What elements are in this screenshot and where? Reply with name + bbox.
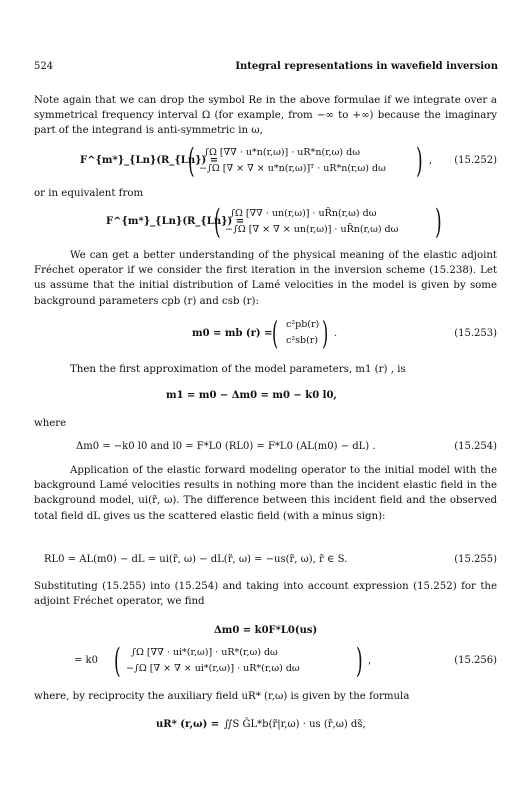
right-paren: ) <box>416 141 423 181</box>
matrix-row-1: c²pb(r) <box>286 319 320 330</box>
page-number: 524 <box>34 61 54 72</box>
period: . <box>334 328 338 339</box>
matrix-row-2: −∫Ω [∇ × ∇ × ui*(r,ω)] · uR*(r,ω) dω <box>126 663 300 674</box>
comma: , <box>429 155 433 166</box>
paragraph-3: Then the first approximation of the model parameters, m1 (r) , is <box>70 364 406 375</box>
or-text: or in equivalent from <box>34 188 144 199</box>
matrix-row-2: −∫Ω [∇ × ∇ × un(r,ω)] · uR̄n(r,ω) dω <box>225 224 399 235</box>
paragraph-4: Application of the elastic forward modeling operator to the initial model with the background Lamé velocities results in nothing more than the incident elastic field in the background model, ui(r̃, ω). The difference between this incident field and the observed total field dL gives us the scattered elastic field (with a minus sign): <box>34 465 497 522</box>
equation-rhs: ∬S ĜL*b(r̃|r,ω) · us (r̃,ω) ds̃, <box>224 719 366 730</box>
equation-lhs: m0 = mb (r) = <box>192 328 273 339</box>
equation-last <box>34 713 497 743</box>
left-paren: ( <box>188 141 195 181</box>
equation-lhs: F^{m*}_{Ln}(R_{Ln}) = <box>106 216 245 227</box>
equation-text: Δm0 = −k0 l0 and l0 = F*L0 (RL0) = F*L0 (AL(m0) − dL) . <box>76 441 376 452</box>
right-paren: ) <box>435 202 442 242</box>
comma: , <box>368 655 372 666</box>
matrix-row-1: ∫Ω [∇∇ · ui*(r,ω)] · uR*(r,ω) dω <box>131 647 278 658</box>
matrix-row-1: ∫Ω [∇∇ · u*n(r,ω)] · uR*n(r,ω) dω <box>204 147 360 158</box>
equation-equivalent <box>34 204 497 244</box>
page-header <box>34 61 498 73</box>
left-paren: ( <box>214 202 221 242</box>
equation-lhs: uR* (r,ω) = <box>156 719 220 730</box>
right-paren: ) <box>356 641 363 681</box>
matrix-row-2: −∫Ω [∇ × ∇ × u*n(r,ω)]ᵀ · uR*n(r,ω) dω <box>199 163 386 174</box>
where-text: where <box>34 418 67 429</box>
equation-number: (15.252) <box>454 155 497 166</box>
left-paren: ( <box>114 641 121 681</box>
matrix-row-1: ∫Ω [∇∇ · un(r,ω)] · uR̄n(r,ω) dω <box>230 208 377 219</box>
matrix-row-2: c²sb(r) <box>286 335 319 346</box>
equation-number: (15.253) <box>454 328 497 339</box>
paragraph-6: where, by reciprocity the auxiliary field uR* (r,ω) is given by the formula <box>34 691 410 702</box>
equation-text: Δm0 = k0F*L0(us) <box>214 625 318 636</box>
equation-number: (15.254) <box>454 441 497 452</box>
paragraph-5: Substituting (15.255) into (15.254) and taking into account expression (15.252) for the adjoint Fréchet operator, we find <box>34 581 497 608</box>
equation-text: RL0 = AL(m0) − dL = ui(r̃, ω) − dL(r̃, ω) = −us(r̃, ω), r̃ ∈ S. <box>44 554 348 565</box>
equation-number: (15.255) <box>454 554 497 565</box>
equation-15-252 <box>34 143 497 183</box>
paragraph-1: Note again that we can drop the symbol Re in the above formulae if we integrate over a symmetrical frequency interval Ω (for example, from −∞ to +∞) because the imaginary part of the integrand is anti-symmetric in ω, <box>34 95 497 137</box>
paragraph-2: We can get a better understanding of the physical meaning of the elastic adjoint Fréchet operator if we consider the first iteration in the inversion scheme (15.238). Let us assume that the initial distribution of Lamé velocities in the model is given by some background parameters cpb (r) and csb (r): <box>34 250 497 307</box>
equation-15-253 <box>34 314 497 354</box>
equation-text: m1 = m0 − Δm0 = m0 − k0 l0, <box>166 390 337 401</box>
running-title: Integral representations in wavefield inversion <box>235 61 498 72</box>
right-paren: ) <box>322 314 329 352</box>
equation-number: (15.256) <box>454 655 497 666</box>
left-paren: ( <box>272 314 279 352</box>
equation-15-256 <box>34 643 497 683</box>
equation-lhs: = k0 <box>74 655 98 666</box>
equation-lhs: F^{m*}_{Ln}(R_{Ln}) = <box>80 155 219 166</box>
